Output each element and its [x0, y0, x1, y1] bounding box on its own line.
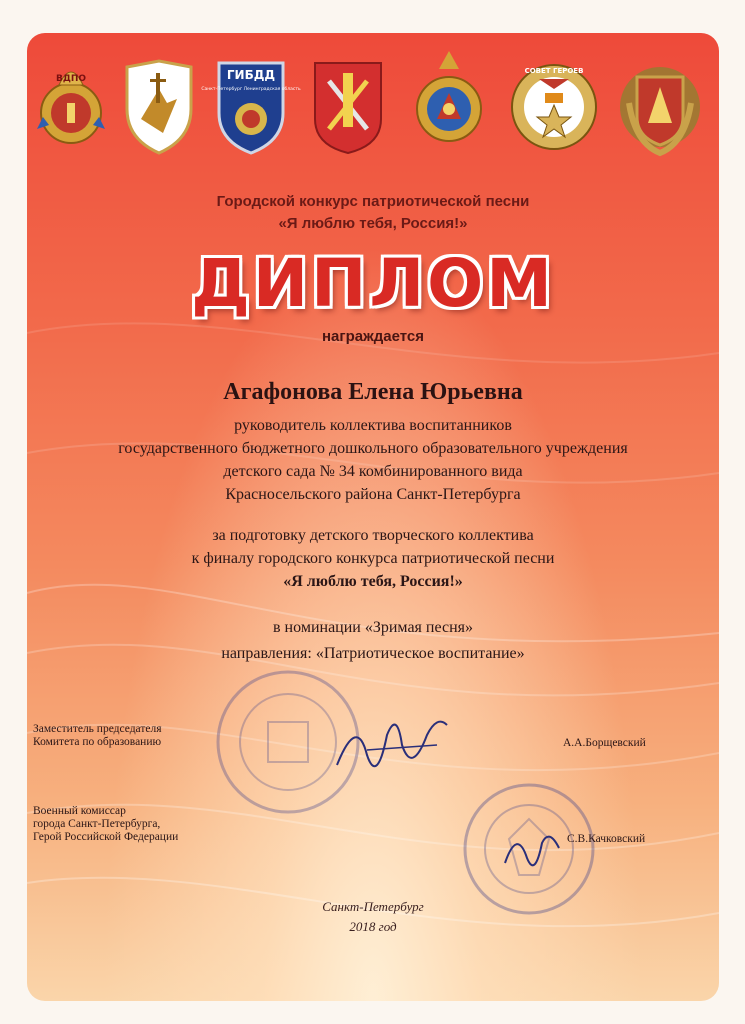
nomination-line: в номинации «Зримая песня»: [273, 619, 473, 636]
recipient-name: Агафонова Елена Юрьевна: [223, 379, 523, 405]
heroes-council-emblem-icon: [509, 59, 599, 155]
decorative-waves: [27, 33, 719, 1001]
signatory2-title: [33, 805, 178, 844]
awarded-label: награждается: [321, 328, 425, 345]
reason-line: «Я люблю тебя, Россия!»: [283, 573, 463, 590]
contest-name-line1: Городской конкурс патриотической песни: [216, 193, 530, 210]
contest-name-line2: «Я люблю тебя, Россия!»: [278, 215, 468, 232]
position-line: Красносельского района Санкт-Петербурга: [225, 486, 521, 503]
vdpo-emblem-icon: [33, 55, 109, 155]
reason-line: к финалу городского конкурса патриотической песни: [191, 550, 555, 567]
city-label: Санкт-Петербург: [322, 899, 424, 914]
signatory1-name: А.А.Борщевский: [563, 737, 646, 749]
shield-dove-emblem-icon: [123, 59, 195, 155]
signatory1-title: [33, 723, 162, 749]
diploma-sheet: [27, 33, 719, 1001]
svg-text:СОВЕТ ГЕРОЕВ: СОВЕТ ГЕРОЕВ: [524, 67, 584, 75]
emblems-row: [27, 45, 719, 175]
signatory2-title-line: города Санкт-Петербурга,: [33, 818, 161, 830]
mchs-emblem-icon: [411, 49, 487, 155]
signatory2-name: С.В.Качковский: [567, 833, 646, 845]
gibdd-emblem-icon: [201, 57, 301, 155]
signature1-image: [327, 705, 457, 785]
direction-line: направления: «Патриотическое воспитание»: [221, 645, 525, 662]
svg-text:Санкт-Петербург Ленинградская: Санкт-Петербург Ленинградская область: [201, 87, 301, 92]
position-line: государственного бюджетного дошкольного образовательного учреждения: [118, 440, 628, 457]
reason-line: за подготовку детского творческого коллектива: [212, 527, 534, 544]
svg-text:ГИБДД: ГИБДД: [226, 68, 276, 82]
signature2-image: [497, 823, 567, 883]
signatory2-title-line: Герой Российской Федерации: [33, 831, 179, 843]
signatory2-title-line: Военный комиссар: [33, 805, 126, 817]
position-line: руководитель коллектива воспитанников: [234, 417, 512, 434]
diploma-title: ДИПЛОМ: [191, 245, 555, 322]
signatory1-title-line: Комитета по образованию: [33, 736, 162, 748]
year-label: 2018 год: [349, 919, 397, 934]
spb-coat-of-arms-icon: [311, 59, 385, 155]
position-line: детского сада № 34 комбинированного вида: [223, 463, 523, 480]
signatory1-title-line: Заместитель председателя: [33, 723, 162, 735]
svg-text:ВДПО: ВДПО: [55, 74, 87, 84]
military-emblem-icon: [615, 53, 705, 157]
